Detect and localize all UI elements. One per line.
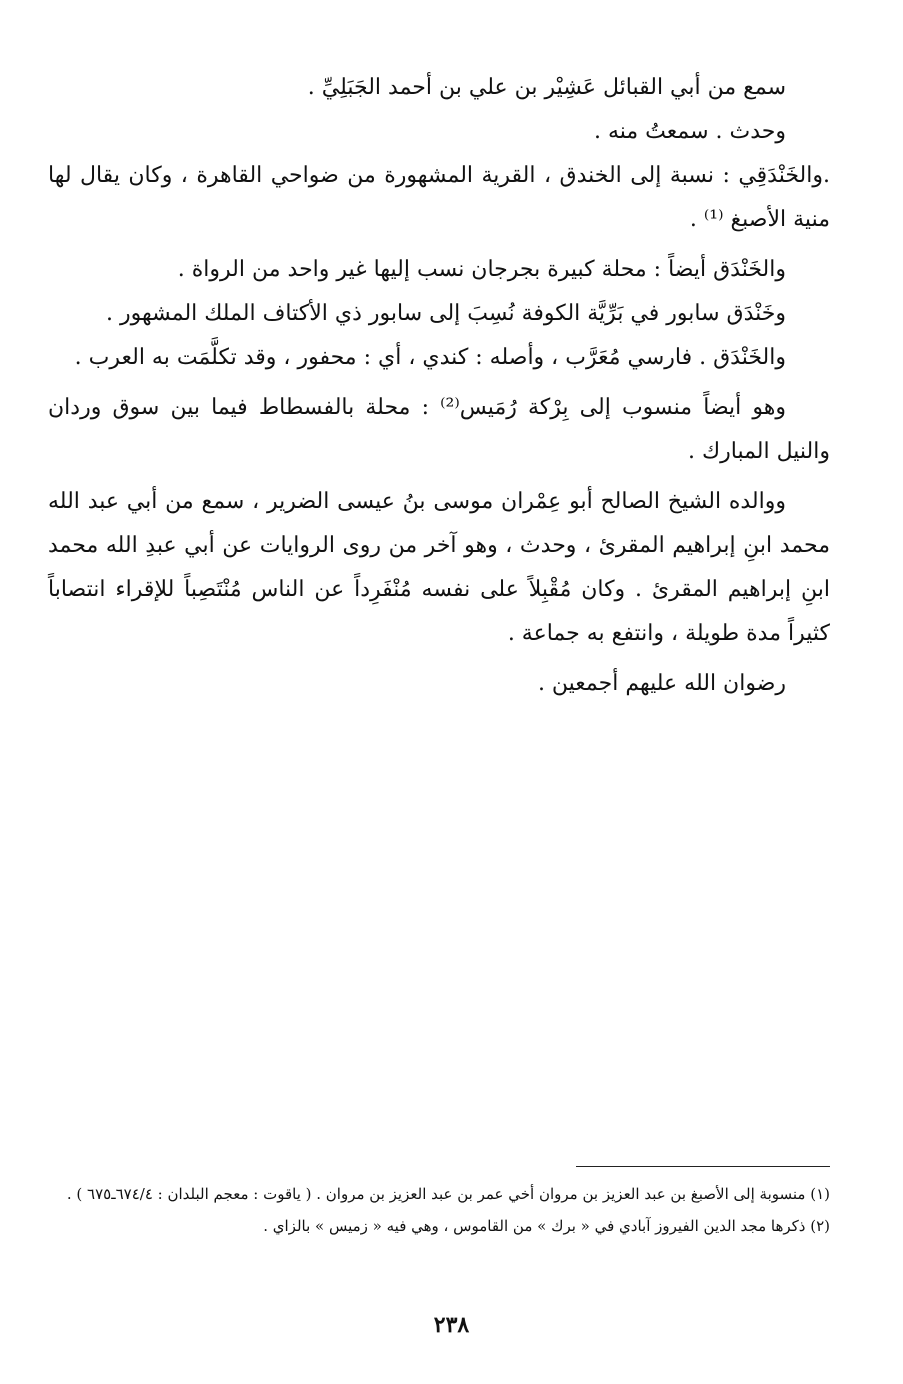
footnote-1: (١) منسوبة إلى الأصبغ بن عبد العزيز بن مروان أخي عمر بن عبد العزيز بن مروان . ( ياقوت : معجم البلدان : ٦٧٤/٤ـ٦٧٥ ) . bbox=[66, 1185, 830, 1203]
footnote-divider bbox=[576, 1166, 830, 1167]
paragraph-khandaq-sabur: وخَنْدَق سابور في بَرِّيَّة الكوفة نُسِبَ إلى سابور ذي الأكتاف الملك المشهور . bbox=[105, 301, 786, 326]
page-number: ٢٣٨ bbox=[433, 1312, 470, 1338]
paragraph-walid: ووالده الشيخ الصالح أبو عِمْران موسى بنُ عيسى الضرير ، سمع من أبي عبد الله محمد ابنِ إبراهيم المقرئ ، وحدث ، وهو آخر من روى الروايات عن أبي عبدِ الله محمد ابنِ إبراهيم المقرئ . وكان مُقْبِلاً على نفسه مُنْفَرِداً عن الناس مُنْتَصِباً للإقراء انتصاباً كثيراً مدة طويلة ، وانتفع به جماعة . bbox=[48, 489, 830, 646]
paragraph-ridwan: رضوان الله عليهم أجمعين . bbox=[537, 671, 786, 696]
paragraph-khandaqi: .والخَنْدَقِي : نسبة إلى الخندق ، القرية المشهورة من ضواحي القاهرة ، وكان يقال لها منية الأصبغ ⁽¹⁾ . bbox=[48, 163, 830, 232]
paragraph-khandaq-farisi: والخَنْدَق . فارسي مُعَرَّب ، وأصله : كندي ، أي : محفور ، وقد تكلَّمَت به العرب . bbox=[74, 345, 786, 370]
paragraph-khandaq-jurjan: والخَنْدَق أيضاً : محلة كبيرة بجرجان نسب إليها غير واحد من الرواة . bbox=[177, 257, 786, 282]
footnotes bbox=[52, 1178, 830, 1242]
footnote-2: (٢) ذكرها مجد الدين الفيروز آبادي في « برك » من القاموس ، وهي فيه « زميس » بالزاي . bbox=[263, 1217, 830, 1235]
paragraph-haddatha: وحدث . سمعتُ منه . bbox=[593, 119, 786, 144]
paragraph-sama: سمع من أبي القبائل عَشِيْر بن علي بن أحمد الجَبَلِيِّ . bbox=[307, 75, 786, 100]
paragraph-birkat-rumays: وهو أيضاً منسوب إلى بِرْكة رُمَيس⁽²⁾ : محلة بالفسطاط فيما بين سوق وردان والنيل المبارك . bbox=[48, 395, 830, 464]
main-text bbox=[48, 66, 830, 706]
